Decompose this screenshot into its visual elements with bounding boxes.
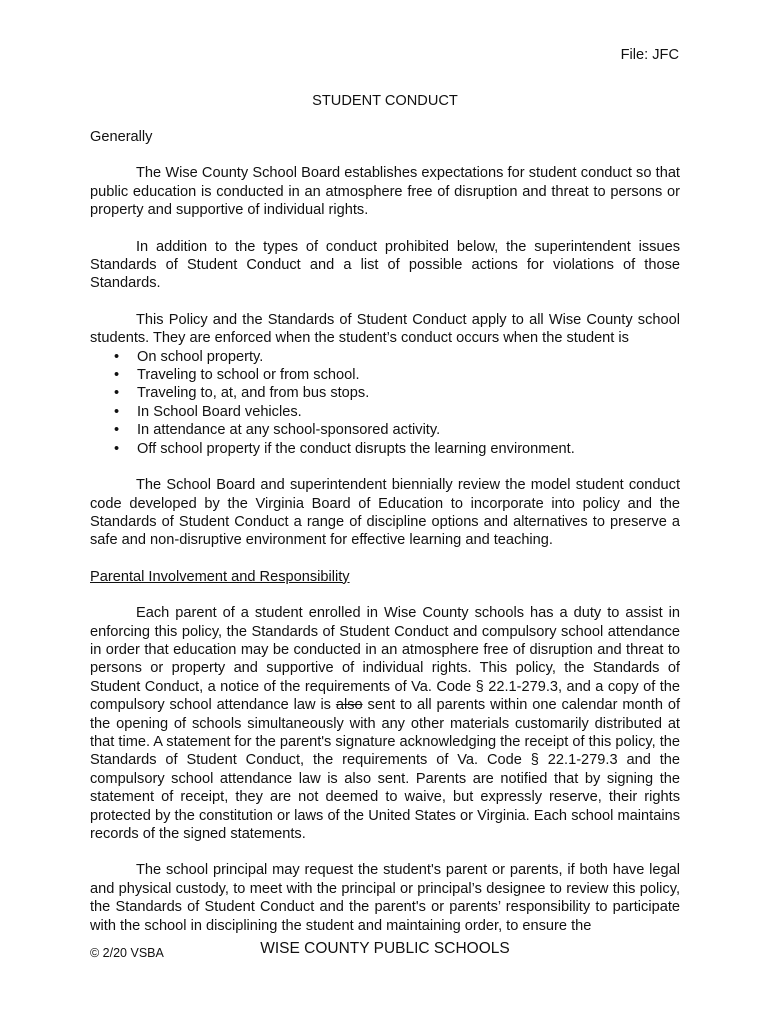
struck-text: also xyxy=(335,697,363,714)
paragraph: In addition to the types of conduct prohibited below, the superintendent issues Standards of Student Conduct and a list of possible actions for violations of those Standards. xyxy=(90,238,680,292)
list-item: • Off school property if the conduct disrupts the learning environment. xyxy=(90,440,680,458)
paragraph: The Wise County School Board establishes expectations for student conduct so that public education is conducted in an atmosphere free of disruption and threat to persons or property and supportive of individual rights. xyxy=(90,165,680,219)
paragraph xyxy=(90,604,680,843)
section-heading-generally: Generally xyxy=(90,129,153,145)
section-heading-parental: Parental Involvement and Responsibility xyxy=(90,568,350,585)
paragraph: The School Board and superintendent biennially review the model student conduct code developed by the Virginia Board of Education to incorporate into policy and the Standards of Student Conduct a range of discipline options and alternatives to preserve a safe and non-disruptive environment for effective learning and teaching. xyxy=(90,477,680,549)
text-run: Each parent of a student enrolled in Wise County schools has a duty to assist in enforcing this policy, the Standards of Student Conduct and compulsory school attendance in order that education may be conducted in an atmosphere free of disruption and threat to persons or property and supportive of individual rights. This policy, the Standards of Student Conduct, a notice of the requirements of Va. Code § 22.1-279.3, and a copy of the compulsory school attendance law is xyxy=(90,605,680,714)
footer-copyright: © 2/20 VSBA xyxy=(90,946,164,960)
list-item: • On school property. xyxy=(90,348,680,366)
list-item: • In School Board vehicles. xyxy=(90,403,680,421)
document-body xyxy=(90,128,680,953)
paragraph: The school principal may request the student's parent or parents, if both have legal and physical custody, to meet with the principal or principal’s designee to review this policy, the Standards of Student Conduct and the parent's or parents’ responsibility to participate with the school in disciplining the student and maintaining order, to ensure the xyxy=(90,862,680,934)
list-item: • In attendance at any school-sponsored activity. xyxy=(90,421,680,439)
document-title: STUDENT CONDUCT xyxy=(312,93,458,109)
paragraph: This Policy and the Standards of Student Conduct apply to all Wise County school students. They are enforced when the student’s conduct occurs when the student is xyxy=(90,311,680,347)
file-code: File: JFC xyxy=(620,47,679,63)
text-run: sent to all parents within one calendar month of the opening of schools simultaneously with any other materials customarily distributed at that time. A statement for the parent's signature acknowledging the receipt of this policy, the Standards of Student Conduct, the requirements of Va. Code § 22.1-279.3 and the compulsory school attendance law is also sent. Parents are notified that by signing the statement of receipt, they are not deemed to waive, but expressly reserve, their rights protected by the constitution or laws of the United States or Virginia. Each school maintains records of the signed statements. xyxy=(90,697,680,842)
bullet-list xyxy=(90,348,680,458)
footer-title: WISE COUNTY PUBLIC SCHOOLS xyxy=(260,940,510,957)
list-item: • Traveling to, at, and from bus stops. xyxy=(90,384,680,402)
list-item: • Traveling to school or from school. xyxy=(90,366,680,384)
